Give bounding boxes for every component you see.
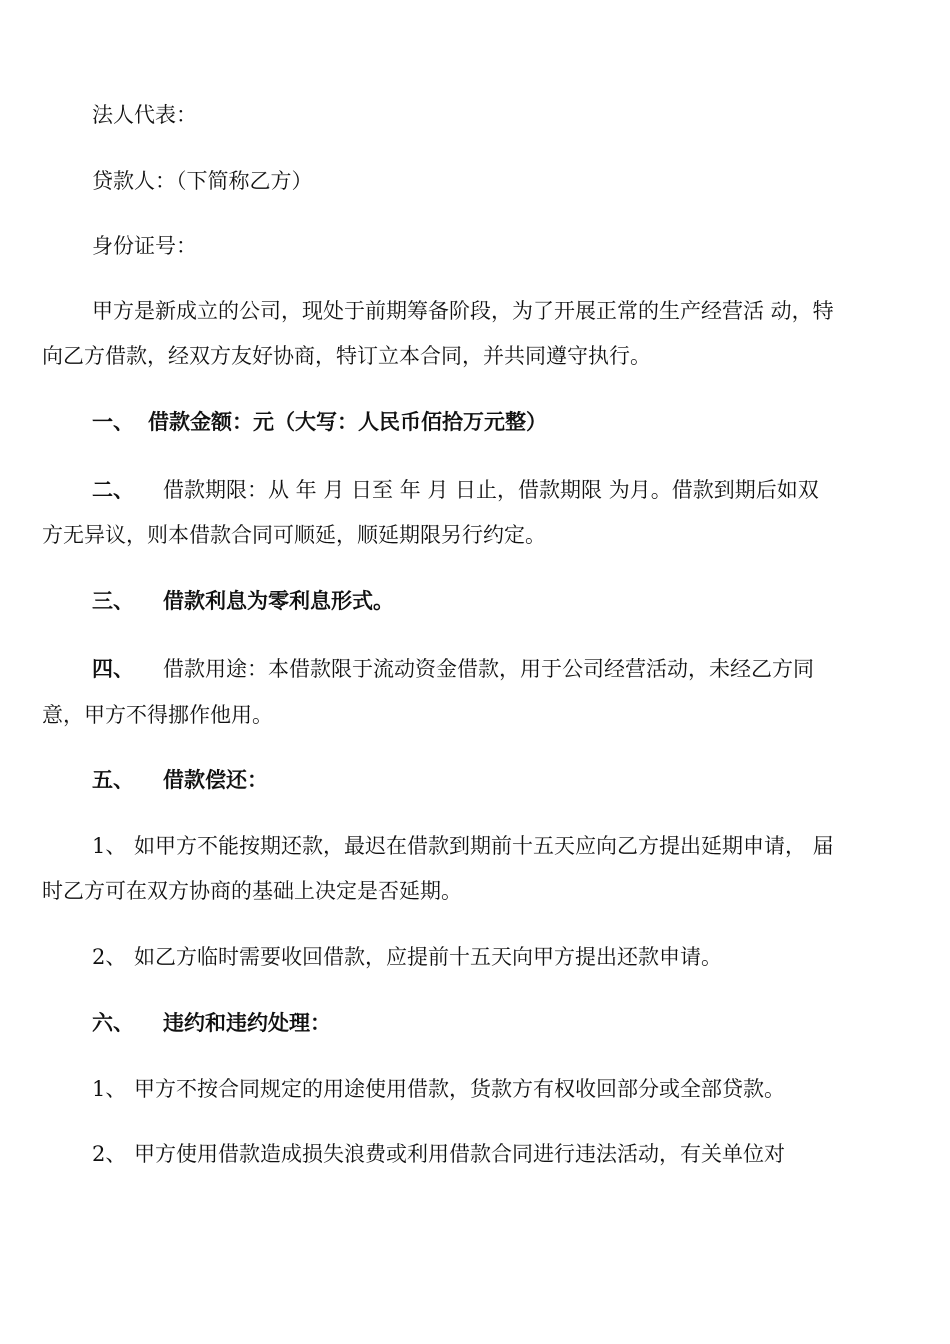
section-2-line-2: 方无异议，则本借款合同可顺延，顺延期限另行约定。	[42, 523, 546, 547]
section-5-item-2-number: 2、	[92, 945, 127, 969]
section-5-heading: 借款偿还：	[163, 767, 268, 792]
section-5-item-1-number: 1、	[92, 834, 127, 858]
section-4-line-2: 意，甲方不得挪作他用。	[42, 703, 273, 727]
section-3-heading: 借款利息为零利息形式。	[163, 588, 394, 613]
legal-rep-line: 法人代表：	[92, 103, 197, 127]
section-4-line-1: 借款用途：本借款限于流动资金借款，用于公司经营活动，未经乙方同	[163, 657, 814, 681]
section-2-line-1: 借款期限：从 年 月 日至 年 月 日止，借款期限 为月。借款到期后如双	[163, 478, 819, 502]
section-6-item-1-number: 1、	[92, 1077, 127, 1101]
section-1-number: 一、	[92, 409, 134, 434]
section-6-number: 六、	[92, 1010, 134, 1035]
section-2-number: 二、	[92, 477, 134, 502]
lender-line: 贷款人：（下简称乙方）	[92, 169, 313, 193]
section-6-item-1-text: 甲方不按合同规定的用途使用借款，货款方有权收回部分或全部贷款。	[134, 1077, 785, 1101]
section-6-heading: 违约和违约处理：	[163, 1010, 331, 1035]
intro-line-1: 甲方是新成立的公司，现处于前期筹备阶段，为了开展正常的生产经营活 动，特	[92, 299, 834, 323]
section-5-item-2-text: 如乙方临时需要收回借款，应提前十五天向甲方提出还款申请。	[134, 945, 722, 969]
section-6-item-2-number: 2、	[92, 1142, 127, 1166]
section-3-number: 三、	[92, 588, 134, 613]
intro-line-2: 向乙方借款，经双方友好协商，特订立本合同，并共同遵守执行。	[42, 344, 651, 368]
section-1-heading: 借款金额：元（大写：人民币佰拾万元整）	[148, 409, 547, 434]
section-4-number: 四、	[92, 656, 134, 681]
section-5-item-1-line-1: 如甲方不能按期还款，最迟在借款到期前十五天应向乙方提出延期申请， 届	[134, 834, 834, 858]
section-6-item-2-text: 甲方使用借款造成损失浪费或利用借款合同进行违法活动，有关单位对	[134, 1142, 785, 1166]
section-5-number: 五、	[92, 767, 134, 792]
section-5-item-1-line-2: 时乙方可在双方协商的基础上决定是否延期。	[42, 879, 462, 903]
id-number-line: 身份证号：	[92, 234, 197, 258]
